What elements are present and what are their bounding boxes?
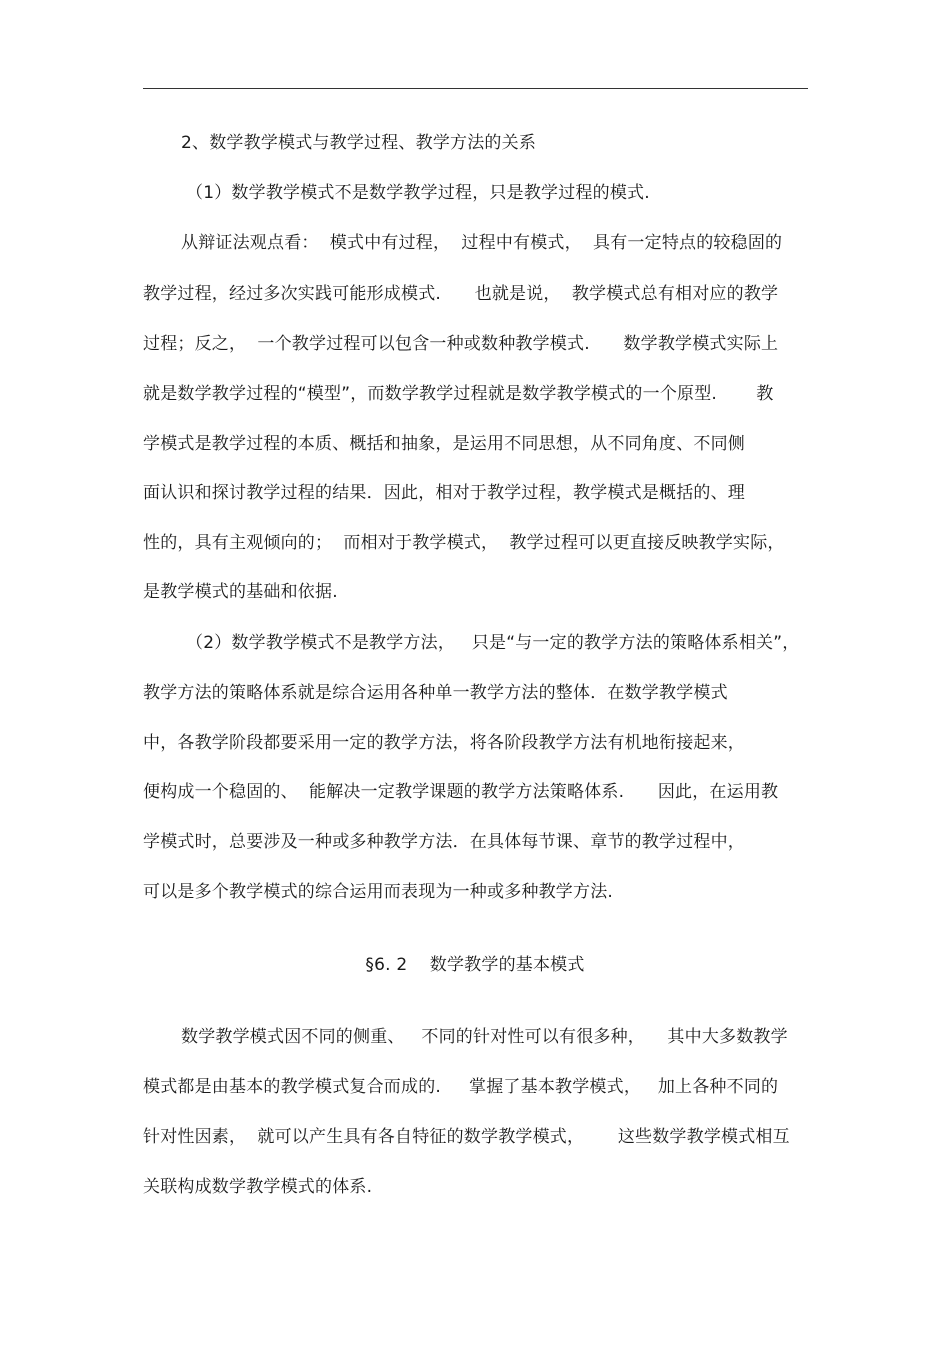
paragraph-1-line: 教学过程，经过多次实践可能形成模式. 也就是说， 教学模式总有相对应的教学 — [143, 284, 779, 304]
paragraph-1-line: 性的，具有主观倾向的； 而相对于教学模式， 教学过程可以更直接反映教学实际， — [143, 533, 785, 553]
paragraph-3-line: 关联构成数学教学模式的体系. — [143, 1177, 373, 1197]
paragraph-2-line: 中，各教学阶段都要采用一定的教学方法，将各阶段教学方法有机地衔接起来， — [143, 733, 745, 753]
paragraph-2-line: 学模式时，总要涉及一种或多种教学方法．在具体每节课、章节的教学过程中， — [143, 832, 745, 852]
header-rule — [143, 88, 808, 89]
paragraph-3-line: 针对性因素， 就可以产生具有各自特征的数学教学模式， 这些数学教学模式相互 — [143, 1127, 790, 1147]
paragraph-1-line: 过程；反之， 一个教学过程可以包含一种或数种教学模式. 数学教学模式实际上 — [143, 334, 779, 354]
section-title: §6. 2 数学教学的基本模式 — [365, 955, 585, 975]
paragraph-3-line: 数学教学模式因不同的侧重、 不同的针对性可以有很多种， 其中大多数教学 — [181, 1027, 788, 1047]
paragraph-2-line: 可以是多个教学模式的综合运用而表现为一种或多种教学方法. — [143, 882, 614, 902]
subsection-heading-2: （2）数学教学模式不是教学方法， 只是“与一定的教学方法的策略体系相关”， — [186, 633, 800, 653]
paragraph-1-line: 是教学模式的基础和依据. — [143, 582, 338, 602]
paragraph-1-line: 学模式是教学过程的本质、概括和抽象，是运用不同思想，从不同角度、不同侧 — [143, 434, 745, 454]
paragraph-2-line: 教学方法的策略体系就是综合运用各种单一教学方法的整体．在数学教学模式 — [143, 683, 728, 703]
paragraph-1-line: 就是数学教学过程的“模型”，而数学教学过程就是数学教学模式的一个原型. 教 — [143, 384, 774, 404]
section-heading: 2、数学教学模式与教学过程、教学方法的关系 — [181, 133, 537, 153]
paragraph-3-line: 模式都是由基本的教学模式复合而成的. 掌握了基本教学模式， 加上各种不同的 — [143, 1077, 779, 1097]
subsection-heading-1: （1）数学教学模式不是数学教学过程，只是教学过程的模式. — [186, 183, 650, 203]
paragraph-2-line: 便构成一个稳固的、 能解决一定教学课题的教学方法策略体系. 因此，在运用教 — [143, 782, 779, 802]
paragraph-1-line: 面认识和探讨教学过程的结果．因此，相对于教学过程，教学模式是概括的、理 — [143, 483, 745, 503]
paragraph-1-line: 从辩证法观点看： 模式中有过程， 过程中有模式， 具有一定特点的较稳固的 — [181, 233, 783, 253]
